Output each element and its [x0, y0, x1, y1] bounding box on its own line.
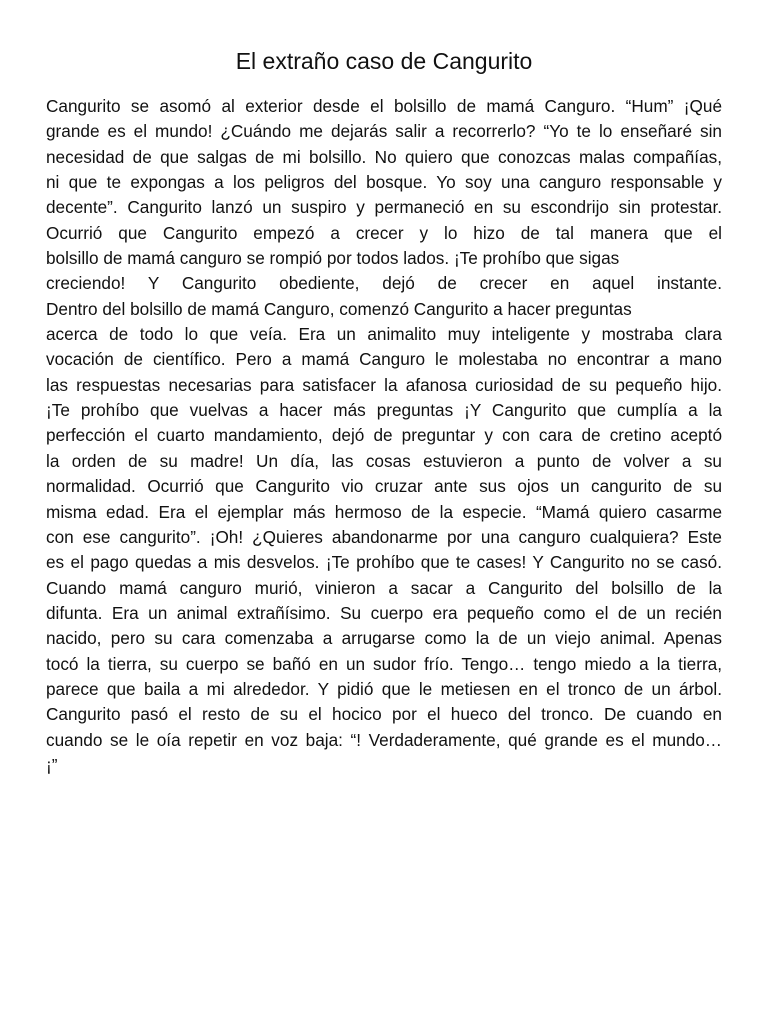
story-line: Cangurito se asomó al exterior desde el bolsillo de mamá Canguro. “Hum” ¡Qué — [46, 96, 722, 116]
story-body — [46, 94, 722, 778]
story-line: ¡Te prohíbo que vuelvas a hacer más preguntas ¡Y Cangurito que cumplía a la — [46, 400, 722, 421]
story-line: difunta. Era un animal extrañísimo. Su cuerpo era pequeño como el de un recién — [46, 602, 722, 623]
story-line: necesidad de que salgas de mi bolsillo. No quiero que conozcas malas compañías, — [46, 146, 722, 167]
story-line: Cuando mamá canguro murió, vinieron a sacar a Cangurito del bolsillo de la — [46, 577, 722, 598]
story-line: cuando se le oía repetir en voz baja: “! Verdaderamente, qué grande es el mundo… — [46, 729, 722, 750]
story-line: las respuestas necesarias para satisfacer la afanosa curiosidad de su pequeño hijo. — [46, 374, 722, 395]
story-line: tocó la tierra, su cuerpo se bañó en un sudor frío. Tengo… tengo miedo a la tierra, — [46, 653, 722, 674]
story-line: parece que baila a mi alrededor. Y pidió que le metiesen en el tronco de un árbol. — [46, 678, 722, 699]
story-line: con ese cangurito”. ¡Oh! ¿Quieres abandonarme por una canguro cualquiera? Este — [46, 526, 722, 547]
story-line: nacido, pero su cara comenzaba a arrugarse como la de un viejo animal. Apenas — [46, 628, 722, 649]
story-line: Ocurrió que Cangurito empezó a crecer y lo hizo de tal manera que el — [46, 222, 722, 243]
story-line: normalidad. Ocurrió que Cangurito vio cruzar ante sus ojos un cangurito de su — [46, 476, 722, 497]
story-line: Dentro del bolsillo de mamá Canguro, comenzó Cangurito a hacer preguntas — [46, 298, 632, 319]
story-line: grande es el mundo! ¿Cuándo me dejarás salir a recorrerlo? “Yo te lo enseñaré sin — [46, 121, 722, 142]
story-line: ¡” — [46, 754, 58, 775]
story-line: Cangurito pasó el resto de su el hocico por el hueco del tronco. De cuando en — [46, 704, 722, 725]
story-line: vocación de científico. Pero a mamá Canguro le molestaba no encontrar a mano — [46, 349, 722, 370]
story-line: creciendo! Y Cangurito obediente, dejó de crecer en aquel instante. — [46, 273, 722, 294]
story-line: ni que te expongas a los peligros del bosque. Yo soy una canguro responsable y — [46, 172, 722, 193]
story-line: misma edad. Era el ejemplar más hermoso de la especie. “Mamá quiero casarme — [46, 501, 722, 522]
story-line: decente”. Cangurito lanzó un suspiro y permaneció en su escondrijo sin protestar. — [46, 197, 722, 218]
story-line: perfección el cuarto mandamiento, dejó de preguntar y con cara de cretino aceptó — [46, 425, 722, 446]
story-line: bolsillo de mamá canguro se rompió por todos lados. ¡Te prohíbo que sigas — [46, 248, 620, 269]
document-title: El extraño caso de Cangurito — [235, 48, 533, 74]
story-line: es el pago quedas a mis desvelos. ¡Te prohíbo que te cases! Y Cangurito no se casó. — [46, 552, 722, 573]
story-line: acerca de todo lo que veía. Era un animalito muy inteligente y mostraba clara — [46, 324, 722, 345]
story-line: la orden de su madre! Un día, las cosas estuvieron a punto de volver a su — [46, 450, 722, 471]
